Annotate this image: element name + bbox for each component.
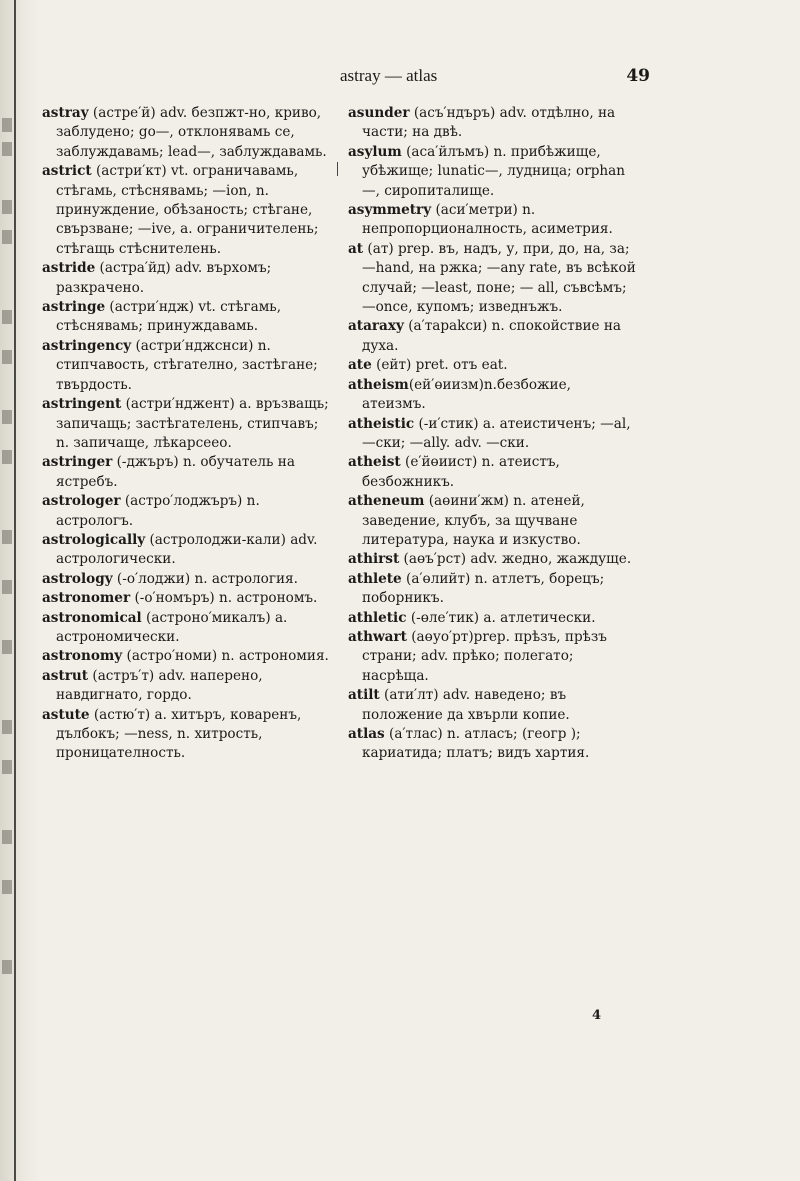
spine-bleed-mark <box>2 350 12 364</box>
spine-bleed-mark <box>2 142 12 156</box>
binding-line <box>14 0 16 1181</box>
dictionary-entry <box>42 609 332 648</box>
entry-definition: (астю′т) a. хитъръ, коваренъ, дълбокъ; —ness, n. хитрость, проницателность. <box>56 706 302 762</box>
entry-definition: (астре′й) adv. безпжт-но, криво, заблудено; go—, отклонявамь се, заблуждавамь; lead—, заблуждавамь. <box>56 105 327 160</box>
entry-headword: atilt <box>348 687 380 704</box>
entry-definition: (а′тарakси) n. спокойствие на духа. <box>362 318 622 354</box>
spine-bleed-mark <box>2 640 12 654</box>
spine-bleed-mark <box>2 230 12 244</box>
entry-definition: (астри′ндж) vt. стѣгамь, стѣснявамь; принуждавамь. <box>56 299 282 335</box>
dictionary-entry <box>42 589 332 608</box>
entry-headword: ataraxy <box>348 318 404 335</box>
dictionary-entry <box>42 492 332 531</box>
page-header <box>40 66 800 90</box>
entry-headword: asunder <box>348 105 410 121</box>
dictionary-entry <box>42 298 332 337</box>
entry-headword: astringent <box>42 396 122 413</box>
column-tick <box>337 162 338 176</box>
dictionary-entry <box>348 240 638 318</box>
entry-headword: atheist <box>348 454 401 471</box>
dictionary-entry <box>348 628 638 686</box>
dictionary-entry <box>348 686 638 725</box>
dictionary-entry <box>348 376 638 415</box>
entry-headword: athletic <box>348 609 407 626</box>
entry-headword: astronomer <box>42 590 131 607</box>
entry-headword: ate <box>348 357 372 374</box>
entry-headword: atlas <box>348 726 385 742</box>
entry-headword: astrologer <box>42 493 121 510</box>
dictionary-entry <box>42 667 332 706</box>
entry-headword: atheism <box>348 376 409 393</box>
dictionary-entry <box>348 492 638 550</box>
entry-definition: (асъ′ндъръ) adv. отдѣлно, на части; на двѣ. <box>362 105 616 141</box>
entry-definition: (аси′метри) n. непропорционалность, асиметрия. <box>362 202 613 238</box>
spine-bleed-mark <box>2 720 12 734</box>
entry-definition: (ати′лт) adv. наведено; въ положение да хвърли копие. <box>362 687 570 723</box>
entry-headword: at <box>348 240 364 257</box>
entry-definition: (астри′нджент) a. връзващь; запичащь; застѣгателень, стипчавъ; n. запичаще, лѣкарсеео. <box>56 396 329 451</box>
dictionary-entry <box>42 337 332 395</box>
entry-headword: astray <box>42 105 89 121</box>
spine-bleed-mark <box>2 880 12 894</box>
entry-definition: (астроно′микалъ) a. астрономически. <box>56 609 288 645</box>
dictionary-entry <box>42 570 332 589</box>
page-number: 49 <box>626 66 650 86</box>
spine-bleed-mark <box>2 830 12 844</box>
entry-headword: astronomy <box>42 648 123 665</box>
entry-definition: (-өле′тик) a. атлетически. <box>406 609 596 626</box>
entry-headword: athwart <box>348 628 407 645</box>
dictionary-entry <box>348 725 638 764</box>
entry-headword: atheistic <box>348 415 415 432</box>
entry-definition: (астри′нджснси) n. стипчавость, стѣгателно, застѣгане; твърдость. <box>56 337 318 393</box>
dictionary-entry <box>348 609 638 628</box>
entry-definition: (астра′йд) adv. върхомъ; разкрачено. <box>56 260 272 296</box>
entry-headword: astrology <box>42 570 113 587</box>
entry-definition: (ей′өиизм)n.безбожие, атеизмъ. <box>362 376 571 413</box>
entry-definition: (а′өлийт) n. атлетъ, борецъ; поборникъ. <box>362 570 605 607</box>
entry-definition: (астри′кт) vt. ограничавамь, стѣгамь, стѣснявамь; —ion, n. принуждение, обѣзаность; стѣгане, свързване; —ive, a. ограничителень; стѣгащь стѣснителень. <box>56 163 319 257</box>
running-head: astray — atlas <box>340 66 438 85</box>
dictionary-entry <box>348 415 638 454</box>
entry-definition: (-о′лоджи) n. астрология. <box>112 570 298 587</box>
dictionary-entry <box>348 570 638 609</box>
dictionary-entry <box>348 201 638 240</box>
entry-headword: astringer <box>42 454 113 471</box>
spine-bleed-mark <box>2 310 12 324</box>
spine-bleed-mark <box>2 580 12 594</box>
entry-headword: astrologically <box>42 531 146 548</box>
entry-definition: (астро′номи) n. астрономия. <box>122 648 329 665</box>
entry-definition: (астръ′т) adv. наперено, навдигнато, гордо. <box>56 667 263 704</box>
entry-definition: (е′йөиист) n. атеистъ, безбожникъ. <box>362 454 560 490</box>
entry-definition: (ейт) pret. отъ eat. <box>371 357 508 374</box>
spine-bleed-mark <box>2 530 12 544</box>
entry-definition: (аса′йлъмъ) n. прибѣжище, убѣжище; lunatic—, лудница; orphan —, сиропиталище. <box>362 143 626 199</box>
dictionary-entry <box>348 550 638 569</box>
dictionary-entry <box>348 453 638 492</box>
entry-headword: astrict <box>42 163 92 180</box>
entry-definition: (а′тлас) n. атласъ; (геогр ); кариатида; платъ; видъ хартия. <box>362 726 590 762</box>
dictionary-entry <box>42 453 332 492</box>
spine-bleed-mark <box>2 960 12 974</box>
entry-headword: astronomical <box>42 609 142 626</box>
spine-bleed-mark <box>2 410 12 424</box>
entry-definition: (аөини′жм) n. атеней, заведение, клубъ, за щучване литература, наука и изкуство. <box>362 493 585 548</box>
dictionary-entry <box>42 647 332 666</box>
entry-definition: (ат) prep. въ, надъ, у, при, до, на, за; —hand, на ржка; —any rate, въ всѣкой случай; —least, поне; — all, съвсѣмъ; —once, купомъ; изведнъжъ. <box>362 240 636 316</box>
signature-mark: 4 <box>592 1008 602 1023</box>
entry-definition: (-о′номъръ) n. астрономъ. <box>130 590 318 607</box>
dictionary-entry <box>42 259 332 298</box>
dictionary-entry <box>42 162 332 259</box>
entry-definition: (-джъръ) n. обучатель на ястребъ. <box>56 454 295 490</box>
entry-definition: (астро′лоджъръ) n. астрологъ. <box>56 493 260 529</box>
spine-bleed-mark <box>2 450 12 464</box>
spine-bleed-mark <box>2 760 12 774</box>
dictionary-entry <box>348 143 638 201</box>
left-column <box>42 104 332 764</box>
entry-headword: asymmetry <box>348 202 432 219</box>
right-column <box>348 104 638 764</box>
entry-definition: (астролоджи-кали) adv. астрологически. <box>56 531 318 568</box>
dictionary-entry <box>42 395 332 453</box>
dictionary-entry <box>42 104 332 162</box>
entry-headword: asylum <box>348 143 402 160</box>
entry-headword: astrut <box>42 667 89 684</box>
entry-headword: astringe <box>42 299 106 316</box>
entry-headword: astride <box>42 260 96 277</box>
entry-definition: (аөуо′рт)prep. прѣзъ, прѣзъ страни; adv. прѣко; полегато; насрѣща. <box>362 628 607 684</box>
spine-bleed-mark <box>2 118 12 132</box>
entry-headword: atheneum <box>348 493 425 510</box>
dictionary-entry <box>348 104 638 143</box>
entry-headword: athirst <box>348 551 400 568</box>
entry-headword: astringency <box>42 337 132 354</box>
dictionary-entry <box>42 706 332 764</box>
dictionary-entry <box>348 317 638 356</box>
entry-headword: astute <box>42 706 90 723</box>
entry-definition: (-и′стик) a. атеистиченъ; —al, —ски; —ally. adv. —ски. <box>362 415 631 451</box>
dictionary-entry <box>42 531 332 570</box>
dictionary-entry <box>348 356 638 375</box>
entry-definition: (аөъ′рст) adv. жедно, жаждуще. <box>399 551 632 568</box>
entry-headword: athlete <box>348 570 402 587</box>
spine-bleed-mark <box>2 200 12 214</box>
book-spine-shadow <box>0 0 40 1181</box>
